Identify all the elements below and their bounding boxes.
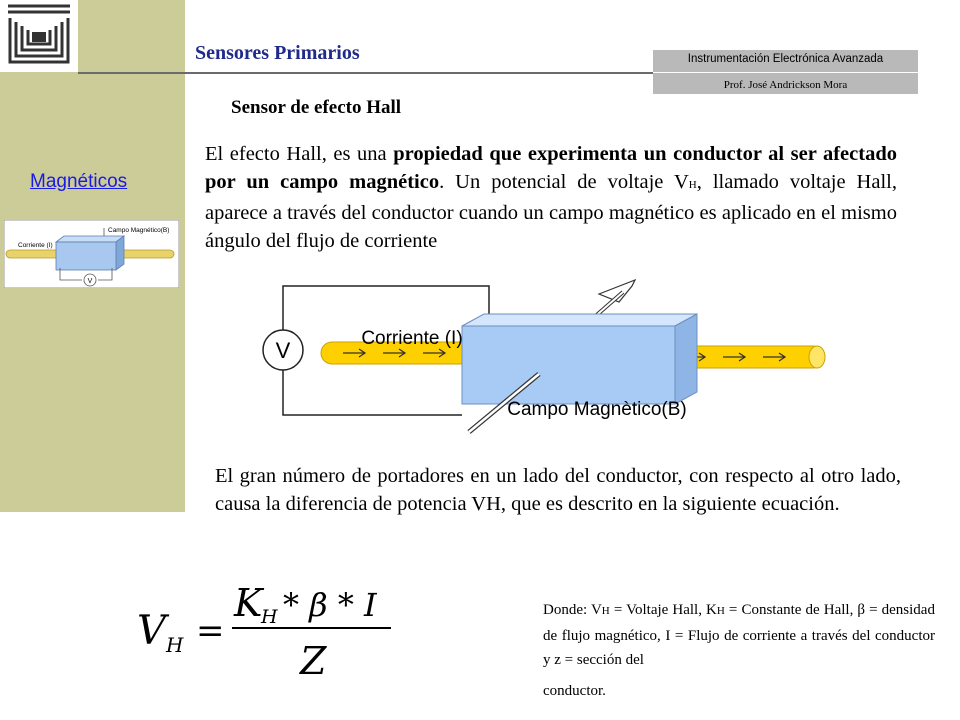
institution-logo-icon [0,0,78,72]
slide-subtitle: Sensor de efecto Hall [231,97,402,118]
formula-denominator: Z [300,639,327,682]
thumb-current-label: Corriente (I) [18,242,53,249]
donde-p3: = Constante de Hall, β = densidad de flujo magnético, I = Flujo de corriente a través del conductor y z = sección del [543,602,935,668]
para1-bold: propiedad que experimenta un conductor al ser afectado por un campo magnético [205,143,897,193]
nav-link-magneticos[interactable]: Magnéticos [30,171,128,192]
logo [0,0,78,72]
formula-lhs: V [137,608,166,654]
course-box [653,50,918,94]
formula-k: K [234,581,263,625]
hall-sensor-diagram [247,272,834,442]
header-rule [78,72,658,74]
donde-p2: = Voltaje Hall, K [609,602,717,618]
formula-equals: = [196,611,225,651]
para1-subscript: H [688,179,697,191]
hall-sensor-thumbnail[interactable] [4,220,179,288]
hall-effect-paragraph [205,140,897,255]
para1-mid: . Un potencial de voltaje V [439,171,689,193]
formula-numerator-rest: * β * I [283,586,377,624]
para1-end: , llamado voltaje Hall, aparece a través del conductor cuando un campo magnético es aplicado en el mismo ángulo del flujo de corriente [205,171,897,252]
formula-lhs-sub: H [166,633,184,657]
donde-s1: H [601,605,610,617]
donde-p1: Donde: V [543,602,602,618]
donde-p4: conductor. [543,682,606,699]
para1-intro: El efecto Hall, es una [205,143,394,165]
course-separator [653,72,918,73]
course-name: Instrumentación Electrónica Avanzada [687,53,884,65]
field-label: Campo Magnètico(B) [507,399,687,420]
donde-s2: H [716,605,725,617]
variable-definitions [543,598,935,703]
thumb-voltmeter-label: V [87,278,93,285]
thumb-field-label: Campo Magnético(B) [108,227,170,234]
carrier-paragraph: El gran número de portadores en un lado del conductor, con respecto al otro lado, causa la diferencia de potencia VH, que es descrito en la siguiente ecuación. [215,465,901,515]
formula-k-sub: H [261,606,278,628]
professor-name: Prof. José Andrickson Mora [723,79,848,91]
current-label: Corriente (I) [361,328,463,349]
section-title: Sensores Primarios [195,42,360,64]
hall-voltage-formula [133,572,398,682]
voltmeter-label: V [275,338,291,363]
